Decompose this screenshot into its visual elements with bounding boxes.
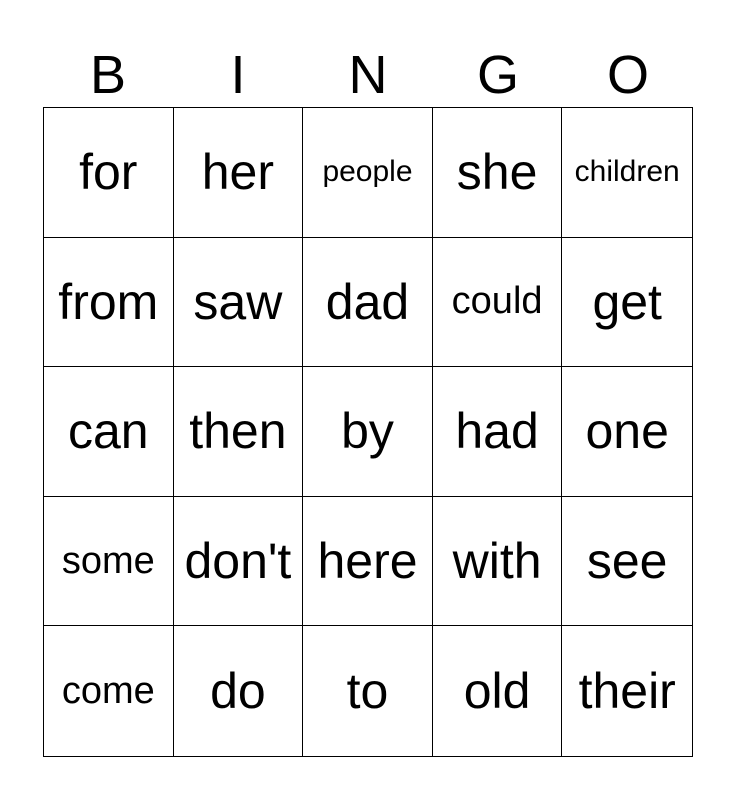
bingo-cell[interactable]: then	[174, 367, 304, 497]
bingo-cell[interactable]: from	[44, 238, 174, 368]
bingo-cell[interactable]: could	[433, 238, 563, 368]
bingo-cell[interactable]: with	[433, 497, 563, 627]
bingo-cell[interactable]: do	[174, 626, 304, 756]
bingo-board	[43, 107, 693, 757]
bingo-cell[interactable]: see	[562, 497, 692, 627]
bingo-cell[interactable]: can	[44, 367, 174, 497]
bingo-cell[interactable]: here	[303, 497, 433, 627]
bingo-cell[interactable]: come	[44, 626, 174, 756]
bingo-cell[interactable]: one	[562, 367, 692, 497]
header-letter-n: N	[348, 45, 388, 105]
bingo-cell[interactable]: she	[433, 108, 563, 238]
bingo-cell[interactable]: for	[44, 108, 174, 238]
bingo-cell[interactable]: some	[44, 497, 174, 627]
bingo-cell[interactable]: to	[303, 626, 433, 756]
header-letter-i: I	[230, 45, 246, 105]
bingo-cell[interactable]: people	[303, 108, 433, 238]
header-letter-b: B	[89, 45, 127, 105]
bingo-cell[interactable]: had	[433, 367, 563, 497]
bingo-cell[interactable]: her	[174, 108, 304, 238]
bingo-cell[interactable]: by	[303, 367, 433, 497]
bingo-cell[interactable]: get	[562, 238, 692, 368]
bingo-cell[interactable]: dad	[303, 238, 433, 368]
bingo-cell[interactable]: children	[562, 108, 692, 238]
bingo-header	[43, 44, 693, 106]
header-letter-g: G	[476, 45, 519, 105]
bingo-cell[interactable]: saw	[174, 238, 304, 368]
bingo-cell[interactable]: their	[578, 663, 676, 720]
bingo-cell[interactable]: don't	[174, 497, 304, 627]
header-letter-o: O	[606, 45, 649, 105]
bingo-cell[interactable]: old	[433, 626, 563, 756]
